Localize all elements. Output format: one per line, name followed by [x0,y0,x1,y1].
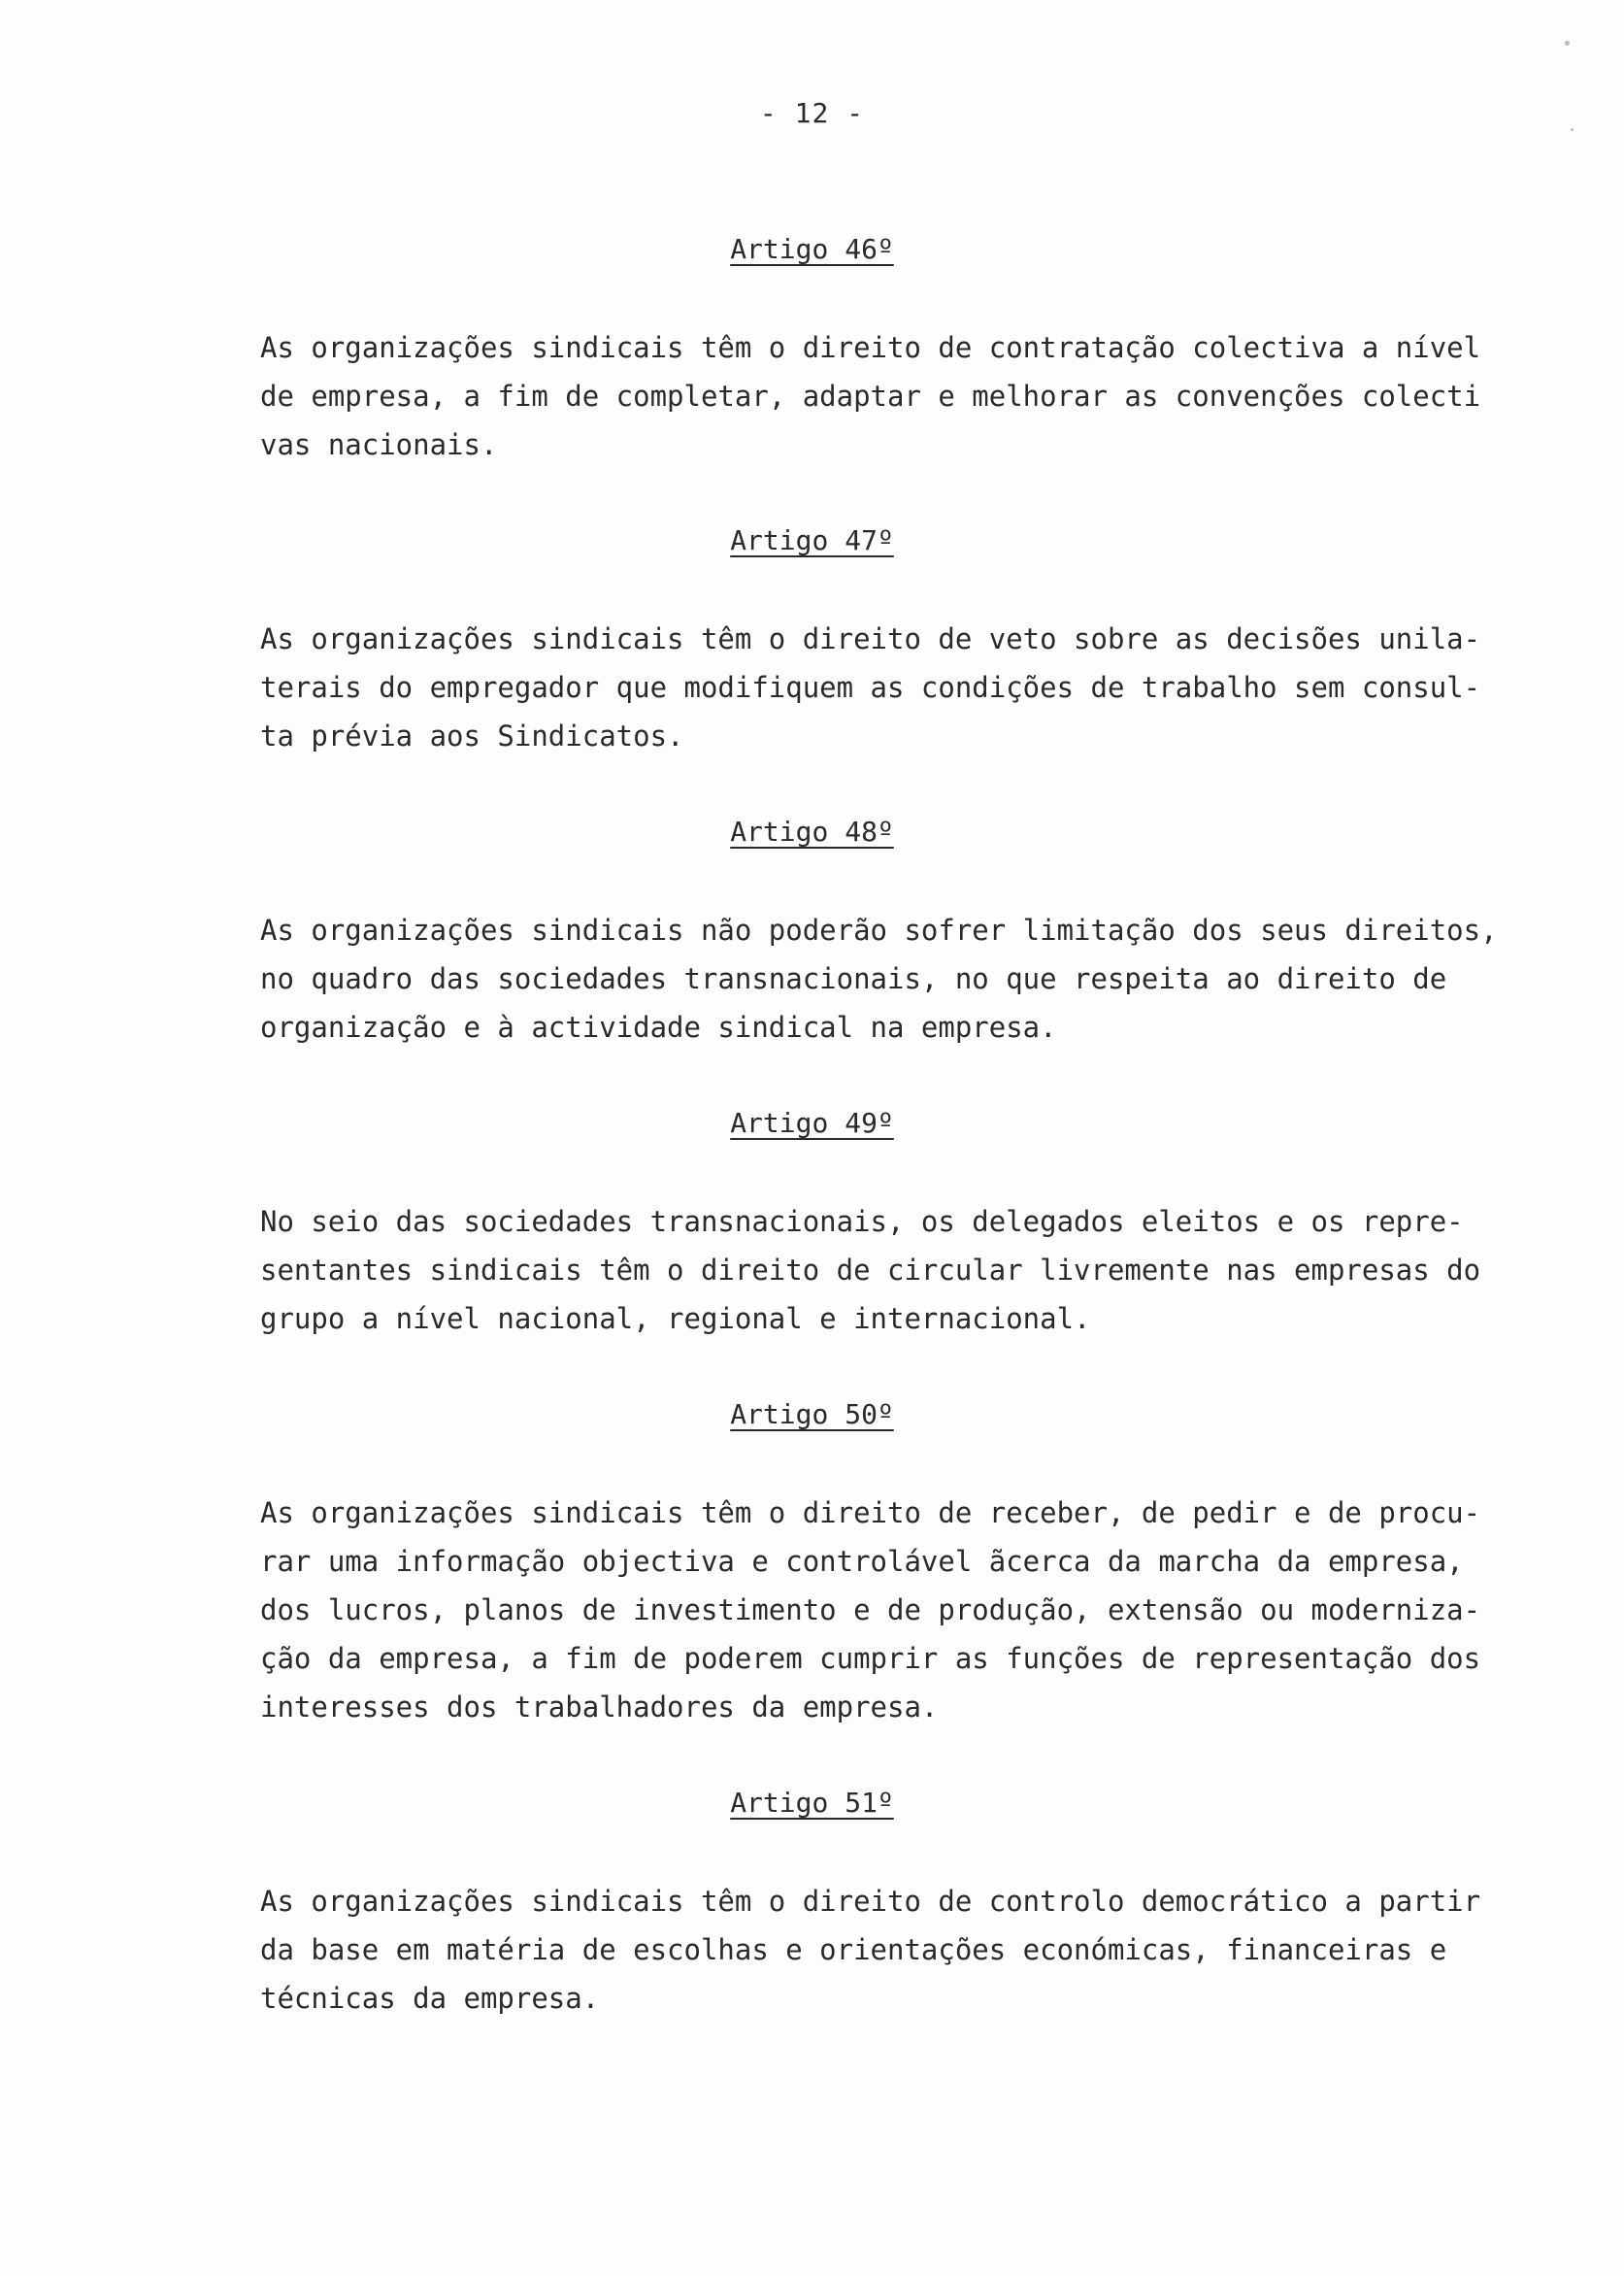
paragraph-line: ta prévia aos Sindicatos. [260,720,684,753]
article-heading [0,524,1624,556]
article-paragraph [260,1877,1481,2023]
paragraph-line: de empresa, a fim de completar, adaptar e melhorar as convenções colecti [260,380,1481,413]
paragraph-line: As organizações sindicais têm o direito de contratação colectiva a nível [260,331,1481,364]
page-number: - 12 - [759,97,865,129]
paragraph-line: técnicas da empresa. [260,1982,600,2015]
paragraph-line: sentantes sindicais têm o direito de circular livremente nas empresas do [260,1254,1481,1287]
article-heading [0,1398,1624,1430]
paragraph-line: grupo a nível nacional, regional e internacional. [260,1302,1091,1335]
article-paragraph [260,1489,1481,1731]
article-heading-text: Artigo 48º [730,816,894,848]
paper-speck [1571,128,1574,131]
paragraph-line: rar uma informação objectiva e controlável ãcerca da marcha da empresa, [260,1545,1464,1578]
article-heading-text: Artigo 46º [730,233,894,265]
article-heading [0,816,1624,848]
paragraph-line: As organizações sindicais têm o direito de veto sobre as decisões unila- [260,622,1481,655]
paragraph-line: No seio das sociedades transnacionais, os delegados eleitos e os repre- [260,1205,1464,1238]
article-heading-text: Artigo 49º [730,1107,894,1139]
paper-speck [1565,41,1570,46]
paragraph-line: interesses dos trabalhadores da empresa. [260,1690,939,1724]
paragraph-line: terais do empregador que modifiquem as condições de trabalho sem consul- [260,671,1481,704]
paragraph-line: dos lucros, planos de investimento e de produção, extensão ou moderniza- [260,1593,1481,1626]
paragraph-line: ção da empresa, a fim de poderem cumprir as funções de representação dos [260,1642,1481,1675]
paragraph-line: no quadro das sociedades transnacionais, no que respeita ao direito de [260,962,1447,995]
article-paragraph [260,615,1481,760]
paragraph-line: vas nacionais. [260,428,498,461]
paragraph-line: As organizações sindicais têm o direito de controlo democrático a partir [260,1885,1481,1918]
article-heading [0,1107,1624,1139]
article-paragraph [260,1197,1481,1343]
article-paragraph [260,906,1498,1052]
article-paragraph [260,323,1481,469]
paragraph-line: As organizações sindicais não poderão sofrer limitação dos seus direitos, [260,914,1498,947]
article-heading [0,233,1624,265]
article-heading-text: Artigo 51º [730,1787,894,1819]
paragraph-line: As organizações sindicais têm o direito de receber, de pedir e de procu- [260,1496,1481,1529]
article-heading-text: Artigo 50º [730,1398,894,1430]
article-heading-text: Artigo 47º [730,524,894,556]
paragraph-line: da base em matéria de escolhas e orientações económicas, financeiras e [260,1933,1447,1966]
paragraph-line: organização e à actividade sindical na empresa. [260,1011,1057,1044]
article-heading [0,1787,1624,1819]
